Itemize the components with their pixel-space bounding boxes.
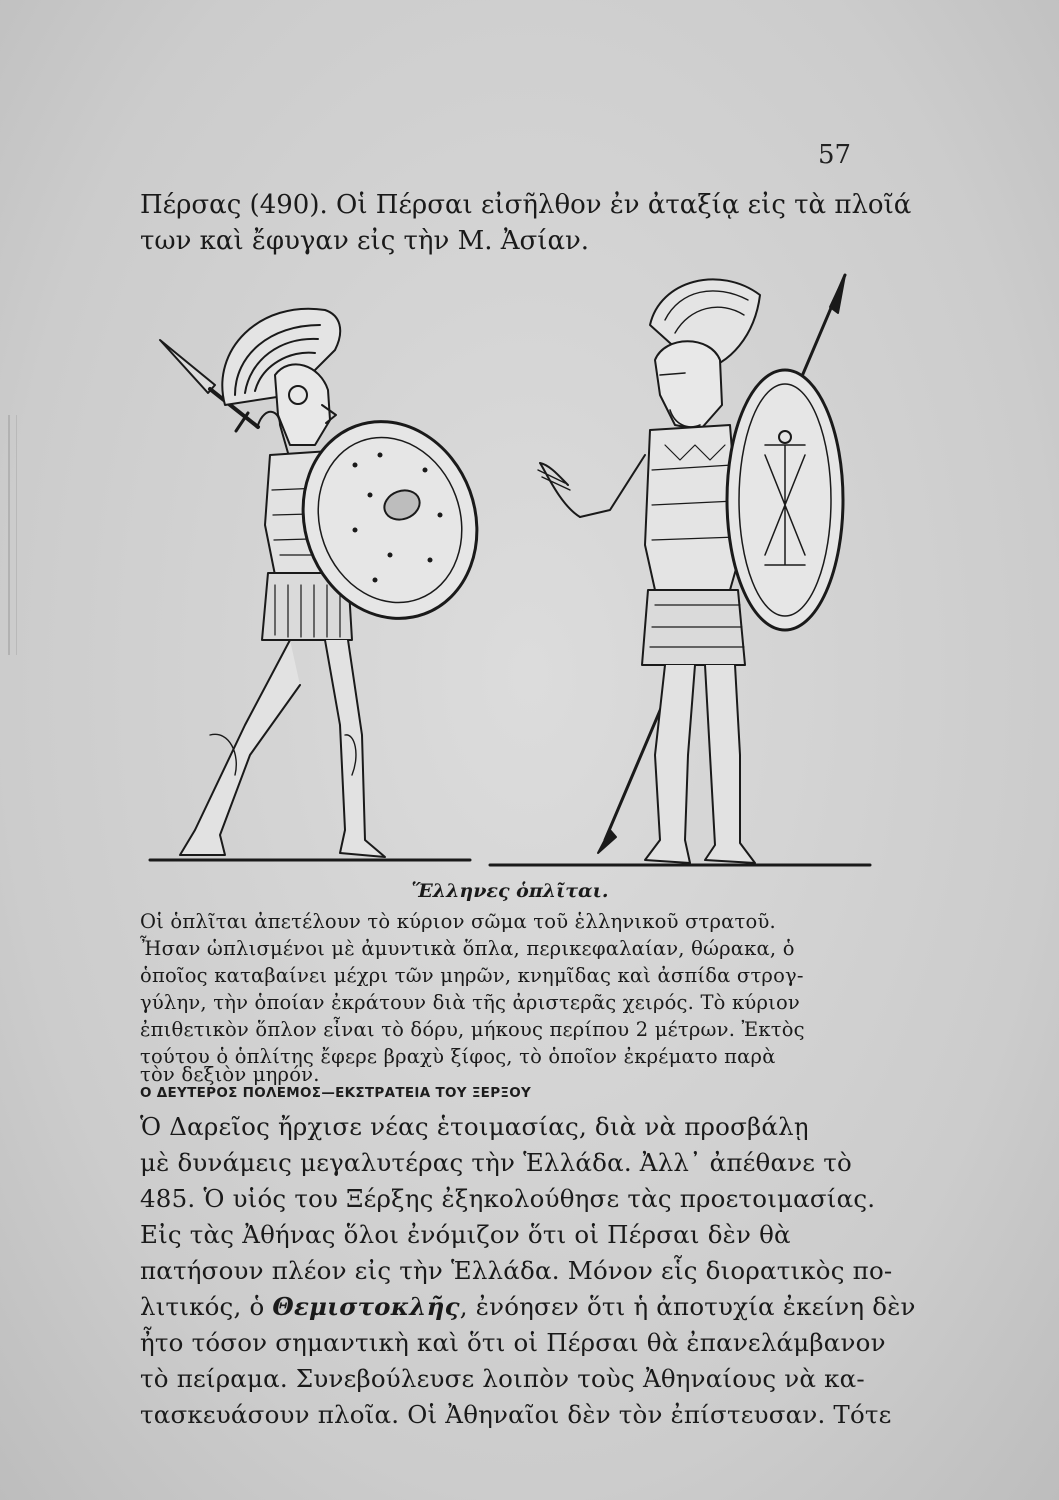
caption-text-line-4: γύλην, τὴν ὁποίαν ἐκράτουν διὰ τῆς ἀριστερᾶς χειρός. Τὸ κύριον bbox=[140, 991, 800, 1014]
caption-text-line-5: ἐπιθετικὸν ὅπλον εἶναι τὸ δόρυ, μήκους περίπου 2 μέτρων. Ἐκτὸς bbox=[140, 1018, 805, 1041]
body-line-2: μὲ δυνάμεις μεγαλυτέρας τὴν Ἑλλάδα. Ἀλλ᾽ ἀπέθανε τὸ bbox=[140, 1148, 852, 1177]
caption-text-line-3: ὁποῖος καταβαίνει μέχρι τῶν μηρῶν, κνημῖδας καὶ ἀσπίδα στρογ- bbox=[140, 964, 804, 987]
body-line-9: τασκευάσουν πλοῖα. Οἱ Ἀθηναῖοι δὲν τὸν ἐπίστευσαν. Τότε bbox=[140, 1400, 892, 1429]
body-line-6-pre: λιτικός, ὁ bbox=[140, 1292, 273, 1321]
caption-text-line-1: Οἱ ὁπλῖται ἀπετέλουν τὸ κύριον σῶμα τοῦ ἑλληνικοῦ στρατοῦ. bbox=[140, 910, 776, 933]
page-number: 57 bbox=[818, 140, 852, 170]
section-heading: Ο ΔΕΥΤΕΡΟΣ ΠΟΛΕΜΟΣ—ΕΚΣΤΡΑΤΕΙΑ ΤΟΥ ΞΕΡΞΟΥ bbox=[140, 1085, 532, 1101]
themistocles-name: Θεμιστοκλῆς bbox=[272, 1292, 460, 1321]
caption-text-line-2: Ἦσαν ὡπλισμένοι μὲ ἀμυντικὰ ὅπλα, περικεφαλαίαν, θώρακα, ὁ bbox=[140, 937, 795, 960]
page-fold-mark bbox=[8, 415, 17, 655]
intro-line-2: των καὶ ἔφυγαν εἰς τὴν Μ. Ἀσίαν. bbox=[140, 226, 590, 256]
body-line-6-post: , ἐνόησεν ὅτι ἡ ἀποτυχία ἐκείνη δὲν bbox=[459, 1292, 916, 1321]
hoplites-illustration bbox=[140, 255, 880, 875]
body-line-6 bbox=[140, 1292, 916, 1321]
caption-text-line-7: τὸν δεξιὸν μηρόν. bbox=[140, 1063, 320, 1086]
body-line-5: πατήσουν πλέον εἰς τὴν Ἑλλάδα. Μόνον εἷς διορατικὸς πο- bbox=[140, 1256, 893, 1285]
figure-caption: Ἕλληνες ὁπλῖται. bbox=[411, 880, 609, 902]
left-hoplite bbox=[160, 309, 504, 857]
body-line-7: ἦτο τόσον σημαντικὴ καὶ ὅτι οἱ Πέρσαι θὰ ἐπανελάμβανον bbox=[140, 1328, 886, 1357]
body-line-4: Εἰς τὰς Ἀθήνας ὅλοι ἐνόμιζον ὅτι οἱ Πέρσαι δὲν θὰ bbox=[140, 1220, 791, 1249]
body-line-1: Ὁ Δαρεῖος ἤρχισε νέας ἑτοιμασίας, διὰ νὰ προσβάλῃ bbox=[140, 1112, 809, 1141]
caption-text-line-6: τούτου ὁ ὁπλίτης ἔφερε βραχὺ ξίφος, τὸ ὁποῖον ἐκρέματο παρὰ bbox=[140, 1045, 776, 1068]
right-hoplite bbox=[538, 275, 845, 863]
intro-line-1: Πέρσας (490). Οἱ Πέρσαι εἰσῆλθον ἐν ἀταξίᾳ εἰς τὰ πλοῖά bbox=[140, 190, 912, 220]
body-line-8: τὸ πείραμα. Συνεβούλευσε λοιπὸν τοὺς Ἀθηναίους νὰ κα- bbox=[140, 1364, 865, 1393]
body-line-3: 485. Ὁ υἱός του Ξέρξης ἐξηκολούθησε τὰς προετοιμασίας. bbox=[140, 1184, 876, 1213]
